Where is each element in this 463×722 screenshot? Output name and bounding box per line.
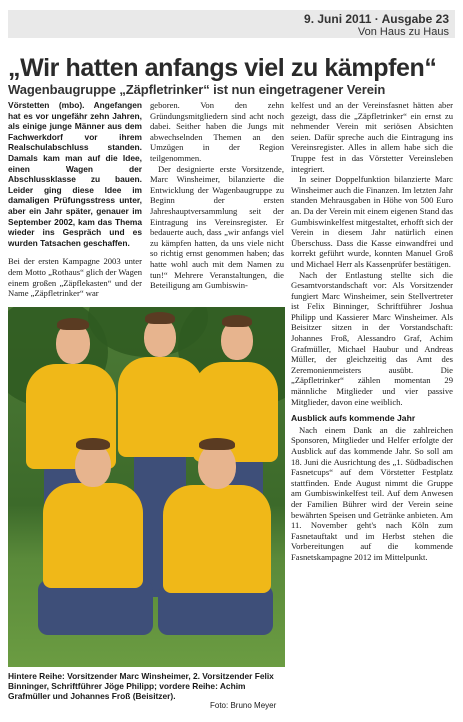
paragraph: In seiner Doppelfunktion bilanzierte Marc Winsheimer auch die Finanzen. Im letzten Jahr standen Mehrausgaben in Höhe von 500 Euro an. Da der Verein mit einem eigenen Stand das Gumbiswinkelfest mitgestaltet, erhofft sich der Verein in diesem Jahr natürlich einen Überschuss. Dass die Kasse einwandfrei und korrekt geführt wurde, konnten Manuel Groß und Michael Herr als Kassenprüfer bestätigen. [291,174,453,269]
person-front-right [158,435,278,655]
page-header [0,0,463,44]
subheadline: Wagenbaugruppe „Zäpfletrinker“ ist nun eingetragener Verein [8,82,386,97]
paragraph: Nach einem Dank an die zahlreichen Sponsoren, Mitglieder und Helfer erfolgte der Ausblick auf das kommende Jahr. So soll am 18. Juni die Ausrichtung des „1. Südbadischen Fasnetcups“ auf dem Vörstetter Festplatz stattfinden. Ende August nimmt die Gruppe am Gumbiswinkelfest teil. Auf dem Anwesen der Familien Bührer wird der Verein seine bewährten Speisen und Getränke anbieten. Am 11. November geht's nach Köln zum Fasnetauftakt und im Herbst stehen die Vorbereitungen auf die kommende Fasnetskampagne 2012 im Mittelpunkt. [291,424,453,562]
paragraph: Der designierte erste Vorsitzende, Marc Winsheimer, bilanzierte die Entwicklung der Wagenbaugruppe zu Beginn der ersten Jahreshauptversammlung seit der Eintragung ins Vereinsregister. Er bedauerte auch, dass „wir anfangs viel zu kämpfen hatten, da uns viele nicht so richtig ernst genommen haben; das hatte wohl auch mit dem Namen zu tun!“ Mehrere Veranstaltungen, die Beteiligung am Gumbiswin- [150,163,284,291]
issue-date: 9. Juni 2011 · Ausgabe 23 [304,12,449,26]
paragraph: Bei der ersten Kampagne 2003 unter dem Motto „Rothaus“ glich der Wagen einem großen „Zäpflekasten“ und der Name „Zäpfletrinker“ war [8,256,142,299]
article-column-1 [8,100,142,299]
article-column-2 [150,100,284,291]
article-column-3 [291,100,453,563]
caption-text: Hintere Reihe: Vorsitzender Marc Winsheimer, 2. Vorsitzender Felix Binninger, Schriftführer Jöge Philipp; vordere Reihe: Achim Grafmüller und Johannes Froß (Beisitzer). [8,671,274,701]
group-photo [8,307,285,667]
section-subheading: Ausblick aufs kommende Jahr [291,413,416,424]
section-name: Von Haus zu Haus [357,26,449,38]
headline: „Wir hatten anfangs viel zu kämpfen“ [8,54,437,82]
person-front-left [33,435,153,655]
paragraph: geboren. Von den zehn Gründungsmitgliedern sind acht noch dabei. Seither haben die Jungs mit abwechselnden Themen an den Umzügen in der Region teilgenommen. [150,100,284,163]
photo-caption [8,671,285,701]
photo-credit: Foto: Bruno Meyer [210,701,277,710]
paragraph: kelfest und an der Vereinsfasnet hätten aber gezeigt, dass die „Zäpfletrinker“ ein ernst zu nehmender Verein mit seriösen Absichten seien. Dafür spreche auch die Eintragung ins Vereinsregister. Alles in allem habe sich die Truppe fest in das Vörstetter Vereinsleben integriert. [291,100,453,174]
paragraph: Nach der Entlastung stellte sich die Gesamtvorstandschaft vor: Als Vorsitzender fungiert Marc Winsheimer, sein Stellvertreter ist Felix Binninger, Schriftführer Joshua Philipp und Kassierer Marc Winsheimer. Als Beisitzer sitzen in der Vorstandschaft: Johannes Froß, Alessandro Graf, Achim Grafmüller, Michael Haubur und Andreas Müller, der gleichzeitig das Amt des Zeremonienmeisters ausübt. Die „Zäpfletrinker“ zählen momentan 29 männliche Mitglieder und vier passive Mitglieder, davon eine weiblich. [291,269,453,407]
lead-paragraph: Vörstetten (mbo). Angefangen hat es vor ungefähr zehn Jahren, als einige junge Männer aus dem Fachwerkdorf vor ihrem Realschulabschluss standen. Damals kam man auf die Idee, einen Wagen der Abschlussklasse zu bauen. Leider ging diese Idee im damaligen Prüfungsstress unter, aber ein Jahr später, genauer im September 2002, kam das Thema wieder ins Gespräch und es wurden Tatsachen geschaffen. [8,100,142,248]
